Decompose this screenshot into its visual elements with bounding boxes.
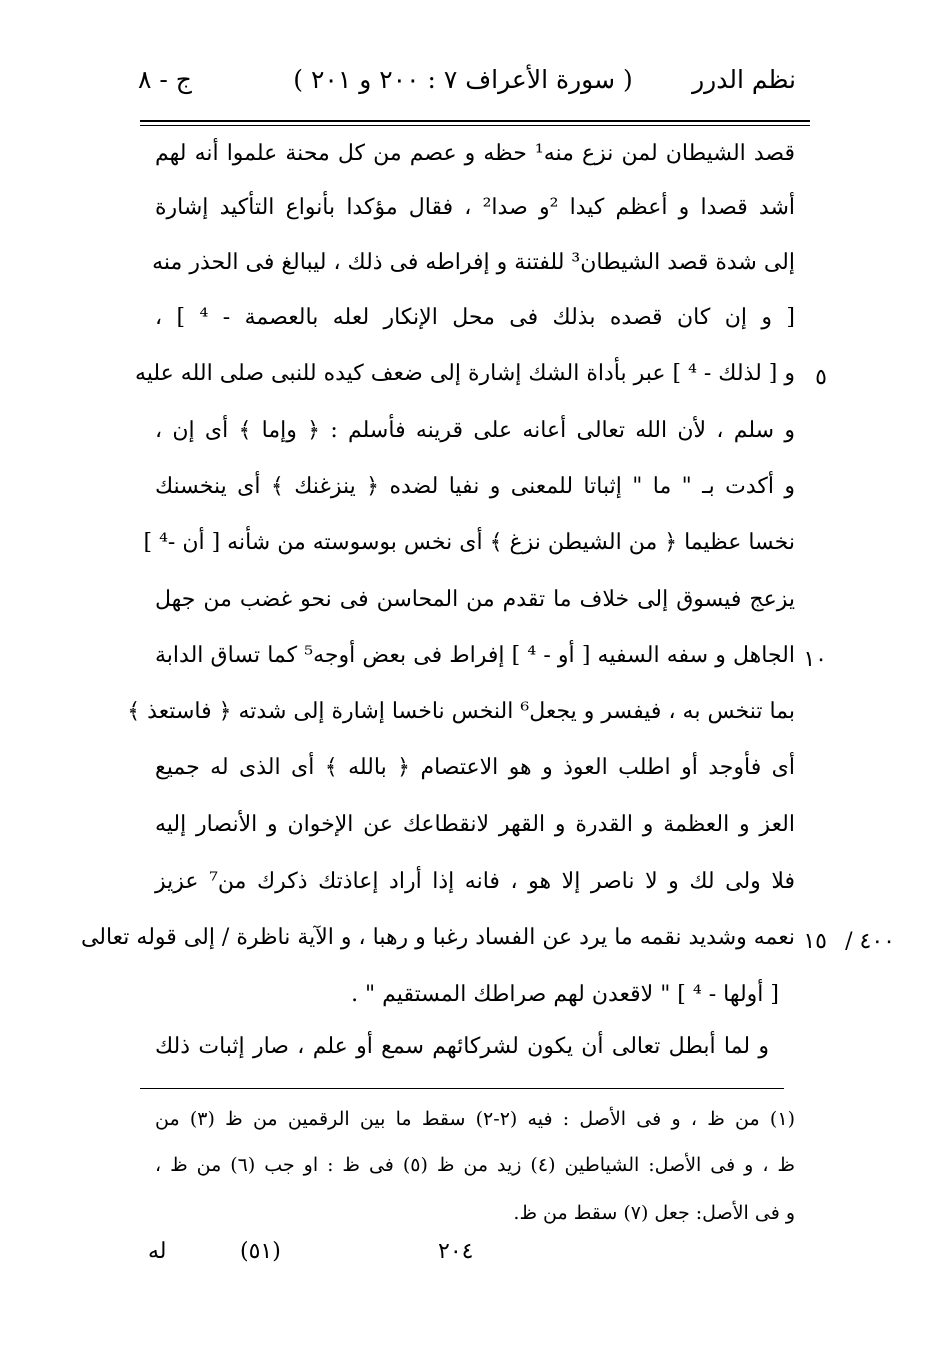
margin-page-reference: ٤٠٠ / [845,929,895,954]
body-line: و لما أبطل تعالى أن يكون لشركائهم سمع أو علم ، صار إثبات ذلك [155,1034,769,1059]
body-line: [ و إن كان قصده بذلك فى محل الإنكار لعله بالعصمة - ⁴ ] ، [155,305,795,330]
body-line: و سلم ، لأن الله تعالى أعانه على قرينه فأسلم : ﴿ وإما ﴾ أى إن ، [155,418,795,443]
body-line: و [ لذلك - ⁴ ] عبر بأداة الشك إشارة إلى ضعف كيده للنبى صلى الله عليه [134,361,795,386]
book-title: نظم الدرر [692,65,796,94]
body-line: قصد الشيطان لمن نزع منه¹ حظه و عصم من كل محنة علموا أنه لهم [155,141,795,166]
catchword: له [148,1239,167,1264]
line-number-5: ٥ [815,365,827,390]
body-line: و أكدت بـ " ما " إثباتا للمعنى و نفيا لضده ﴿ ينزغنك ﴾ أى ينخسنك [155,474,795,499]
signature-mark: (٥١) [240,1239,281,1264]
header-rule-thin [140,125,810,126]
body-line: أشد قصدا و أعظم كيدا ²و صدا² ، فقال مؤكدا بأنواع التأكيد إشارة [155,195,795,220]
line-number-15: ١٥ [803,929,827,954]
body-line: نعمه وشديد نقمه ما يرد عن الفساد رغبا و رهبا ، و الآية ناظرة / إلى قوله تعالى [80,925,795,950]
surah-reference: ( سورة الأعراف ٧ : ٢٠٠ و ٢٠١ ) [293,65,633,94]
body-line: يزعج فيسوق إلى خلاف ما تقدم من المحاسن فى نحو غضب من جهل [155,587,795,612]
volume-number: ج - ٨ [138,65,192,94]
footnote-line: (١) من ظ ، و فى الأصل : فيه (٢-٢) سقط ما بين الرقمين من ظ (٣) من [155,1108,795,1130]
footnote-rule [140,1088,784,1089]
body-line: إلى شدة قصد الشيطان³ للفتنة و إفراطه فى ذلك ، ليبالغ فى الحذر منه [152,250,795,275]
running-header [130,58,796,102]
body-line: فلا ولى لك و لا ناصر إلا هو ، فانه إذا أراد إعاذتك ذكرك من⁷ عزيز [155,869,795,894]
body-line: نخسا عظيما ﴿ من الشيطن نزغ ﴾ أى نخس بوسوسته من شأنه [ أن -⁴ ] [143,530,795,555]
page-number: ٢٠٤ [438,1239,474,1264]
body-line: بما تنخس به ، فيفسر و يجعل⁶ النخس ناخسا إشارة إلى شدته ﴿ فاستعذ ﴾ [127,699,795,724]
body-line: [ أولها - ⁴ ] " لاقعدن لهم صراطك المستقيم " . [351,982,779,1007]
footnote-line: ظ ، و فى الأصل: الشياطين (٤) زيد من ظ (٥) فى ظ : او جب (٦) من ظ ، [155,1154,795,1176]
body-line: أى فأوجد أو اطلب العوذ و هو الاعتصام ﴿ بالله ﴾ أى الذى له جميع [155,755,795,780]
header-rule [140,120,810,122]
body-line: العز و العظمة و القدرة و القهر لانقطاعك عن الإخوان و الأنصار إليه [155,812,795,837]
body-line: الجاهل و سفه السفيه [ أو - ⁴ ] إفراط فى بعض أوجه⁵ كما تساق الدابة [155,643,795,668]
line-number-10: ١٠ [803,647,827,672]
footnote-line: و فى الأصل: جعل (٧) سقط من ظ. [513,1202,795,1224]
